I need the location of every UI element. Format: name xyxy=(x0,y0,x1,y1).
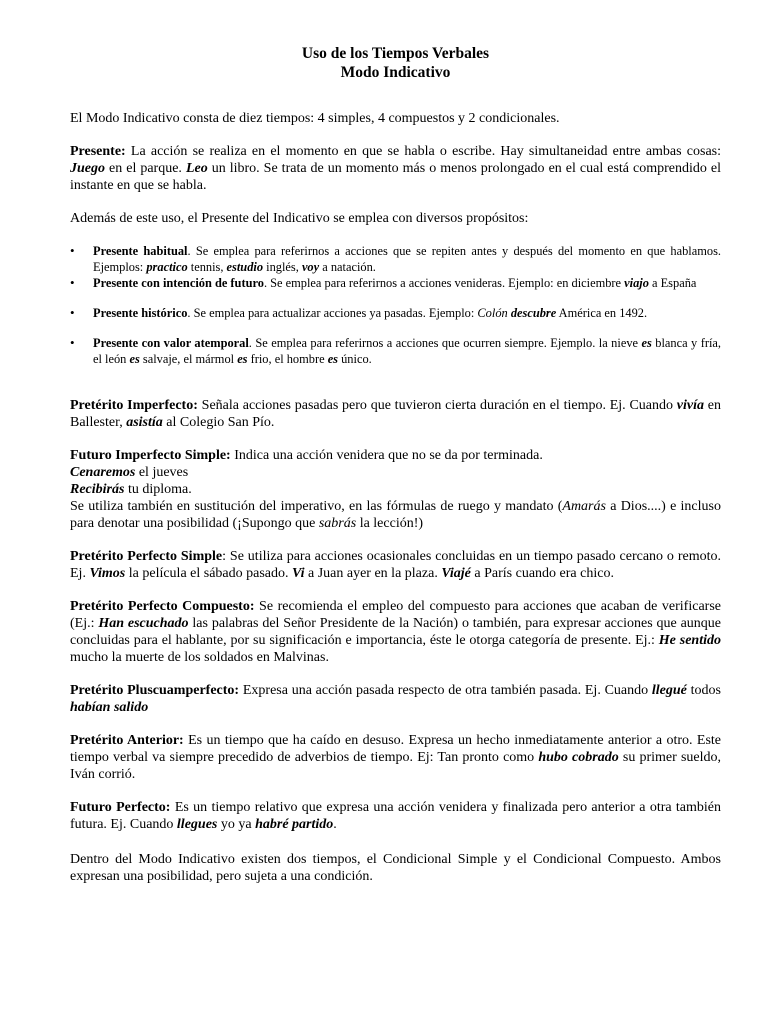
anterior-paragraph: Pretérito Anterior: Es un tiempo que ha caído en desuso. Expresa un hecho inmediatamente anterior a otro. Este tiempo verbal va siempre precedido de adverbios de tiempo. Ej: Tan pronto como hubo cobrado su primer sueldo, Iván corrió. xyxy=(70,733,721,782)
futuro-simple-section: Futuro Imperfecto Simple: Indica una acción venidera que no se da por terminada. Cenaremos el jueves Recibirás tu diploma. Se utiliza también en sustitución del imperativo, en las fórmulas de ruego y mandato (Amarás a Dios....) e incluso para denotar una posibilidad (¡Supongo que sabrás la lección!) xyxy=(70,448,721,531)
list-item-futuro: • Presente con intención de futuro. Se emplea para referirnos a acciones venideras. Ejemplo: en diciembre viajo a España xyxy=(70,275,697,290)
ademas-paragraph: Además de este uso, el Presente del Indicativo se emplea con diversos propósitos: xyxy=(70,211,529,226)
bullet-icon: • xyxy=(70,275,75,290)
presente-uses-list xyxy=(70,243,721,367)
presente-paragraph: Presente: La acción se realiza en el momento en que se habla o escribe. Hay simultaneidad entre ambas cosas: Juego en el parque. Leo un libro. Se trata de un momento más o menos prolongado en el cual está comprendido el instante en que se habla. xyxy=(70,144,721,193)
closing-paragraph: Dentro del Modo Indicativo existen dos tiempos, el Condicional Simple y el Condicional Compuesto. Ambos expresan una posibilidad, pero sujeta a una condición. xyxy=(70,852,721,884)
list-item-historico: • Presente histórico. Se emplea para actualizar acciones ya pasadas. Ejemplo: Colón descubre América en 1492. xyxy=(70,305,648,320)
imperfecto-paragraph: Pretérito Imperfecto: Señala acciones pasadas pero que tuvieron cierta duración en el tiempo. Ej. Cuando vivía en Ballester, asistía al Colegio San Pío. xyxy=(70,398,722,430)
example-verb: Juego xyxy=(70,161,105,176)
futuro-perfecto-paragraph: Futuro Perfecto: Es un tiempo relativo que expresa una acción venidera y finalizada pero anterior a otra también futura. Ej. Cuando llegues yo ya habré partido. xyxy=(70,800,722,832)
bullet-icon: • xyxy=(70,243,75,258)
perfecto-compuesto-paragraph: Pretérito Perfecto Compuesto: Se recomienda el empleo del compuesto para acciones que acaban de verificarse (Ej.: Han escuchado las palabras del Señor Presidente de la Nación) o también, para expresar acciones que aunque concluidas para el hablante, por su significación e importancia, éste le otorga categoría de presente. Ej.: He sentido mucho la muerte de los soldados en Malvinas. xyxy=(70,599,722,665)
bullet-icon: • xyxy=(70,335,75,350)
document-subtitle: Modo Indicativo xyxy=(340,64,451,81)
perfecto-simple-paragraph: Pretérito Perfecto Simple: Se utiliza para acciones ocasionales concluidas en un tiempo pasado cercano o remoto. Ej. Vimos la película el sábado pasado. Vi a Juan ayer en la plaza. Viajé a París cuando era chico. xyxy=(70,549,721,581)
presente-label: Presente: xyxy=(70,144,126,159)
list-item-habitual: • Presente habitual. Se emplea para referirnos a acciones que se repiten antes y después del momento en que hablamos. Ejemplos: practico tennis, estudio inglés, voy a natación. xyxy=(70,243,721,274)
document-title: Uso de los Tiempos Verbales xyxy=(301,45,490,62)
example-verb: Leo xyxy=(185,161,208,176)
intro-paragraph: El Modo Indicativo consta de diez tiempos: 4 simples, 4 compuestos y 2 condicionales. xyxy=(70,111,560,126)
pluscuamperfecto-paragraph: Pretérito Pluscuamperfecto: Expresa una acción pasada respecto de otra también pasada. Ej. Cuando llegué todos habían salido xyxy=(70,683,721,715)
bullet-icon: • xyxy=(70,305,75,320)
document-page xyxy=(70,44,721,885)
list-item-atemporal: • Presente con valor atemporal. Se emplea para referirnos a acciones que ocurren siempre. Ejemplo. la nieve es blanca y fría, el león es salvaje, el mármol es frio, el hombre es único. xyxy=(70,335,721,366)
